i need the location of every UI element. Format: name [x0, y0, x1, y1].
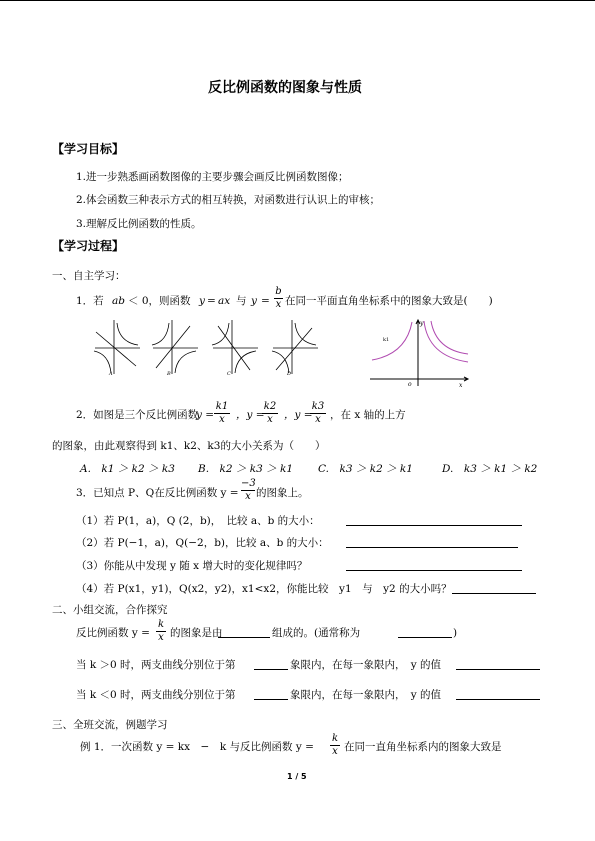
part2-blank-2[interactable]: [398, 637, 452, 638]
part2-line2-a: 当 k ＞0 时，两支曲线分别位于第: [76, 659, 236, 671]
q2-frac2-num: k2: [263, 401, 277, 412]
q1-and: 与: [236, 295, 247, 307]
part2-blank-5[interactable]: [254, 699, 288, 700]
ex1-text-a: 例 1．一次函数 y = kx − k 与反比例函数 y =: [80, 741, 314, 753]
q1-cond-var: ab: [112, 295, 125, 307]
q1-prefix: 1．若: [76, 295, 104, 307]
graph-option-d[interactable]: [270, 318, 320, 376]
q2-frac2: [262, 402, 278, 425]
ex1-text-b: 在同一直角坐标系内的图象大致是: [344, 741, 502, 753]
q3-answer-3[interactable]: [346, 570, 522, 571]
part2-line1-a: 反比例函数 y =: [76, 627, 150, 639]
part2-blank-4[interactable]: [456, 669, 540, 670]
q3-fraction: [241, 479, 255, 502]
q3-answer-4[interactable]: [452, 593, 536, 594]
part2-blank-3[interactable]: [254, 669, 288, 670]
page-title: 反比例函数的图象与性质: [208, 80, 362, 96]
q2-option-b[interactable]: B. k2 ＞ k3 ＞ k1: [198, 463, 294, 475]
part2-heading: 二、小组交流，合作探究: [52, 604, 168, 616]
q2-f3-lhs: ，y =: [284, 409, 313, 421]
ex1-fraction: [330, 734, 340, 757]
q3-item-3: （3）你能从中发现 y 随 x 增大时的变化规律吗？: [76, 560, 308, 572]
header-rule: [0, 0, 595, 1]
part2-line2-b: 象限内，在每一象限内， y 的值: [290, 659, 442, 671]
q1-tail: 在同一平面直角坐标系中的图象大致是( ): [285, 295, 493, 307]
q2-frac1: [214, 402, 230, 425]
process-heading: 【学习过程】: [52, 239, 125, 253]
q3-answer-1[interactable]: [346, 525, 522, 526]
q2-option-d[interactable]: D. k3 ＞ k1 ＞ k2: [442, 463, 538, 475]
q2-frac3-den: x: [315, 414, 321, 425]
q3-item-2: （2）若 P(−1，a)，Q(−2，b)，比较 a、b 的大小：: [76, 537, 329, 549]
q2-curve-k1: [424, 321, 468, 362]
part2-fraction: [156, 620, 166, 643]
graph-option-b[interactable]: [150, 318, 200, 376]
q1-frac-den: x: [275, 299, 282, 310]
part2-line1-c: 组成的。(通常称为: [272, 627, 361, 639]
q3-item-1: （1）若 P(1，a)，Q (2，b)， 比较 a、b 的大小：: [76, 515, 320, 527]
q2-prefix: 2．如图是三个反比例函数: [76, 409, 199, 421]
q2-curve-label: k1: [383, 337, 390, 343]
part2-frac-den: x: [158, 632, 164, 643]
goal-item: 2.体会函数三种表示方式的相互转换，对函数进行认识上的审核；: [76, 194, 381, 206]
part2-blank-1[interactable]: [218, 637, 270, 638]
q1-frac-num: b: [275, 286, 282, 297]
q1-f2-eq: =: [261, 295, 270, 307]
goal-item: 1.进一步熟悉画函数图像的主要步骤会画反比例函数图像；: [76, 171, 349, 183]
q2-figure: [368, 316, 474, 388]
part2-line3-a: 当 k ＜0 时，两支曲线分别位于第: [76, 689, 236, 701]
q1-f1-var: ax: [218, 295, 231, 307]
q2-line2: 的图象，由此观察得到 k1、k2、k3的大小关系为（ ）: [52, 440, 326, 452]
part2-line1-d: ): [453, 627, 458, 639]
q2-frac3: [310, 402, 326, 425]
q2-frac1-den: x: [219, 414, 225, 425]
q2-frac3-num: k3: [311, 401, 325, 412]
ex1-frac-num: k: [331, 733, 339, 744]
q3-frac-den: x: [245, 491, 251, 502]
graph-c-label: C: [227, 371, 231, 376]
q1-f1-lhs: y: [199, 295, 205, 307]
q2-curve-k3: [372, 322, 412, 360]
q2-curve-k2: [431, 321, 468, 354]
q1-f1-eq: =: [207, 295, 216, 307]
part3-heading: 三、全班交流，例题学习: [52, 719, 168, 731]
q1-f2-lhs: y: [251, 295, 257, 307]
graph-a-label: A: [109, 371, 113, 376]
page-number: 1 / 5: [287, 772, 307, 781]
graph-b-label: B: [167, 371, 171, 376]
q3-prefix: 3．已知点 P、Q在反比例函数 y =: [76, 487, 239, 499]
goal-item: 3.理解反比例函数的性质。: [76, 218, 202, 230]
part1-heading: 一、自主学习：: [52, 270, 126, 282]
part2-line1-b: 的图象是由: [170, 627, 223, 639]
q2-x-label: x: [459, 382, 463, 388]
q2-option-c[interactable]: C. k3 ＞ k2 ＞ k1: [318, 463, 413, 475]
q1-fraction: [274, 287, 283, 310]
q2-option-a[interactable]: A. k1 ＞ k2 ＞ k3: [80, 463, 175, 475]
q2-y-label: y: [420, 320, 424, 327]
q2-tail: ，在 x 轴的上方: [330, 409, 406, 421]
part2-frac-num: k: [157, 619, 165, 630]
q2-f2-lhs: ，y =: [236, 409, 265, 421]
q1-cond: ＜ 0，则函数: [128, 295, 191, 307]
q3-frac-num: −3: [241, 478, 256, 489]
ex1-frac-den: x: [332, 746, 338, 757]
q2-frac1-num: k1: [215, 401, 229, 412]
part2-line3-b: 象限内，在每一象限内， y 的值: [290, 689, 442, 701]
q3-tail: 的图象上。: [256, 487, 309, 499]
q3-item-4: （4）若 P(x1，y1)，Q(x2，y2)，x1<x2，你能比较 y1 与 y2 的大小吗？: [76, 583, 452, 595]
graph-option-a[interactable]: [92, 318, 142, 376]
q2-frac2-den: x: [267, 414, 273, 425]
goals-heading: 【学习目标】: [52, 142, 125, 156]
graph-option-c[interactable]: [210, 318, 260, 376]
q3-answer-2[interactable]: [346, 547, 518, 548]
q2-f1-lhs: y =: [196, 409, 215, 421]
graph-d-label: D: [287, 371, 292, 376]
part2-blank-6[interactable]: [456, 699, 540, 700]
q2-origin-label: o: [408, 381, 412, 388]
